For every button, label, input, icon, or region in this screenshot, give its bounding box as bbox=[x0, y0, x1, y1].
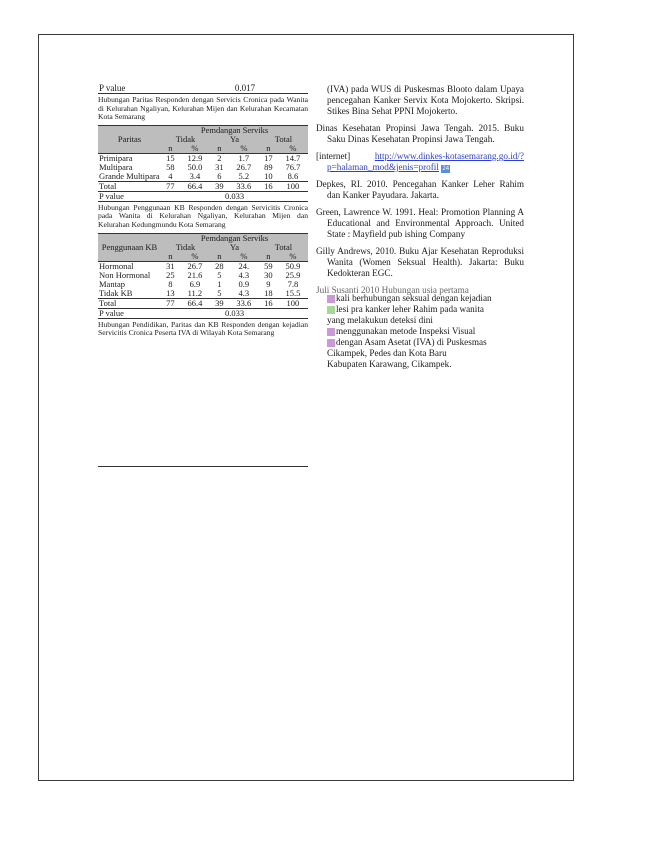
table-cell: 28 bbox=[215, 260, 224, 271]
reference-line: yang melakukun deteksi dini bbox=[327, 315, 433, 325]
col-label: Penggunaan KB bbox=[98, 233, 161, 261]
table-cell: 66.4 bbox=[187, 297, 203, 308]
table-cell: 31 bbox=[166, 260, 175, 271]
table-cell: 59 bbox=[264, 260, 273, 271]
unit-header: n bbox=[259, 252, 278, 262]
reference-prefix: [internet] bbox=[316, 151, 351, 161]
reference-cut-line: Juli Susanti 2010 Hubungan usia pertama bbox=[316, 285, 469, 295]
group-header: Pemdangan Serviks bbox=[161, 125, 308, 135]
table-cell: 89 bbox=[264, 161, 273, 172]
row-label: Grande Multipara bbox=[99, 170, 160, 181]
table2-caption: Hubungan Penggunaan KB Responden dengan Servicitis Cronica pada Wanita di Kelurahan Ngaliyan, Kelurahan Mijen dan Kelurahan Kedungmundu Kota Semarang bbox=[98, 202, 308, 229]
table-cell: 13 bbox=[166, 287, 175, 298]
table-cell: 66.4 bbox=[187, 180, 203, 191]
reference-line: Kabupaten Karawang, Cikampek. bbox=[327, 359, 452, 369]
table-cell: 2 bbox=[217, 152, 222, 163]
pvalue-label: P value bbox=[99, 190, 124, 201]
table-cell: 4 bbox=[168, 170, 173, 181]
table-cell: 11.2 bbox=[187, 287, 203, 298]
footnote-rule bbox=[98, 466, 308, 467]
sub-header: Total bbox=[259, 243, 308, 252]
table-cell: 50.9 bbox=[285, 260, 301, 271]
reference-line: lesi pra kanker leher Rahim pada wanita bbox=[336, 304, 484, 314]
table1-pvalue-row bbox=[98, 84, 308, 94]
table-cell: 39 bbox=[215, 180, 224, 191]
pvalue-value: 0.033 bbox=[224, 307, 245, 318]
reference-item: Gilly Andrews, 2010. Buku Ajar Kesehatan Reproduksi Wanita (Women Seksual Health). Jakarta: Buku Kedokteran EGC. bbox=[316, 246, 524, 278]
table-paritas bbox=[98, 125, 308, 202]
table-cell: 21.6 bbox=[187, 269, 203, 280]
table-cell: 76.7 bbox=[285, 161, 301, 172]
table3-caption: Hubungan Pendidikan, Paritas dan KB Responden dengan kejadian Servicitis Cronica Peserta IVA di Wilayah Kota Semarang bbox=[98, 319, 308, 338]
row-label: Total bbox=[99, 297, 117, 308]
table-cell: 58 bbox=[166, 161, 175, 172]
table-row bbox=[98, 172, 308, 182]
row-label: Hormonal bbox=[99, 260, 134, 271]
table-cell: 7.8 bbox=[287, 278, 299, 289]
reference-continued bbox=[316, 293, 524, 370]
row-label: Total bbox=[99, 180, 117, 191]
sub-header: Tidak bbox=[161, 135, 210, 144]
table-cell: 3.4 bbox=[189, 170, 201, 181]
table-cell: 8 bbox=[168, 278, 173, 289]
unit-header: % bbox=[180, 252, 210, 262]
table-cell: 15.5 bbox=[285, 287, 301, 298]
table-cell: 16 bbox=[264, 297, 273, 308]
table-row bbox=[98, 298, 308, 308]
unit-header: n bbox=[259, 144, 278, 154]
table-cell: 77 bbox=[166, 297, 175, 308]
table-cell: 17 bbox=[264, 152, 273, 163]
highlight-marker[interactable] bbox=[327, 339, 335, 347]
row-label: Multipara bbox=[99, 161, 133, 172]
reference-line: dengan Asam Asetat (IVA) di Puskesmas bbox=[336, 337, 487, 347]
table1-caption: Hubungan Paritas Responden dengan Servicis Cronica pada Wanita di Kelurahan Ngaliyan, Kelurahan Mijen dan Kelurahan Kecamatan Kota Semarang bbox=[98, 95, 308, 122]
unit-header: % bbox=[229, 252, 259, 262]
table-cell: 25 bbox=[166, 269, 175, 280]
reference-line: kali berhubungan seksual dengan kejadian bbox=[336, 293, 492, 303]
table-cell: 100 bbox=[286, 297, 300, 308]
reference-line: Cikampek, Pedes dan Kota Baru bbox=[327, 348, 447, 358]
unit-header: % bbox=[229, 144, 259, 154]
reference-item: Dinas Kesehatan Propinsi Jawa Tengah. 2015. Buku Saku Dinas Kesehatan Propinsi Jawa Tengah. bbox=[316, 123, 524, 144]
table-cell: 5 bbox=[217, 287, 222, 298]
group-header: Pemdangan Serviks bbox=[161, 233, 308, 243]
row-label: Mantap bbox=[99, 278, 125, 289]
table-cell: 14.7 bbox=[285, 152, 301, 163]
sub-header: Tidak bbox=[161, 243, 210, 252]
left-column bbox=[98, 84, 308, 341]
table-cell: 9 bbox=[266, 278, 271, 289]
table-cell: 1.7 bbox=[238, 152, 250, 163]
row-label: Primipara bbox=[99, 152, 133, 163]
table-cell: 18 bbox=[264, 287, 273, 298]
table-cell: 4.3 bbox=[238, 269, 250, 280]
table-cell: 50.0 bbox=[187, 161, 203, 172]
table-cell: 8.6 bbox=[287, 170, 299, 181]
row-label: Tidak KB bbox=[99, 287, 133, 298]
reference-item: Green, Lawrence W. 1991. Heal: Promotion Planning A Educational and Environmental Approach. United State : Mayfield pub ishing Company bbox=[316, 207, 524, 239]
sub-header: Ya bbox=[210, 243, 259, 252]
highlight-marker[interactable] bbox=[327, 306, 335, 314]
unit-header: n bbox=[161, 252, 180, 262]
table-cell: 31 bbox=[215, 161, 224, 172]
unit-header: % bbox=[278, 144, 308, 154]
table-cell: 4.3 bbox=[238, 287, 250, 298]
unit-header: % bbox=[278, 252, 308, 262]
sub-header: Ya bbox=[210, 135, 259, 144]
highlight-marker[interactable] bbox=[327, 328, 335, 336]
table-cell: 39 bbox=[215, 297, 224, 308]
table-cell: 33.6 bbox=[236, 180, 252, 191]
table-cell: 77 bbox=[166, 180, 175, 191]
reference-line: menggunakan metode Inspeksi Visual bbox=[336, 326, 476, 336]
table-cell: 100 bbox=[286, 180, 300, 191]
table-cell: 30 bbox=[264, 269, 273, 280]
table-cell: 33.6 bbox=[236, 297, 252, 308]
annotation-badge[interactable]: 24 bbox=[442, 166, 450, 172]
dinkes-link[interactable]: http://www.dinkes-kotasemarang.go.id/?p=halaman_mod&jenis=profil bbox=[327, 151, 524, 172]
table-row bbox=[98, 271, 308, 280]
table-row bbox=[98, 181, 308, 191]
pvalue-label: P value bbox=[99, 307, 124, 318]
table-cell: 6.9 bbox=[189, 278, 201, 289]
table-cell: 25.9 bbox=[285, 269, 301, 280]
row-label: Non Hormonal bbox=[99, 269, 151, 280]
table-cell: 10 bbox=[264, 170, 273, 181]
pvalue-value: 0.017 bbox=[234, 83, 256, 93]
table-cell: 5 bbox=[217, 269, 222, 280]
table-cell: 26.7 bbox=[236, 161, 252, 172]
highlight-marker[interactable] bbox=[327, 295, 335, 303]
pvalue-value: 0.033 bbox=[224, 190, 245, 201]
references-column bbox=[316, 84, 524, 370]
reference-item-link bbox=[316, 151, 524, 173]
unit-header: n bbox=[210, 144, 229, 154]
table-row bbox=[98, 289, 308, 299]
table-cell: 6 bbox=[217, 170, 222, 181]
table-cell: 12.9 bbox=[187, 152, 203, 163]
table-cell: 15 bbox=[166, 152, 175, 163]
sub-header: Total bbox=[259, 135, 308, 144]
table-penggunaan-kb bbox=[98, 233, 308, 319]
reference-item: (IVA) pada WUS di Puskesmas Blooto dalam Upaya pencegahan Kanker Servix Kota Mojokerto. Skripsi. Stikes Bina Sehat PPNI Mojokerto. bbox=[327, 84, 524, 116]
table-cell: 24. bbox=[238, 260, 250, 271]
table-cell: 1 bbox=[217, 278, 222, 289]
table-cell: 5.2 bbox=[238, 170, 250, 181]
pvalue-label: P value bbox=[99, 83, 126, 93]
unit-header: n bbox=[161, 144, 180, 154]
table-cell: 16 bbox=[264, 180, 273, 191]
unit-header: n bbox=[210, 252, 229, 262]
table-cell: 0.9 bbox=[238, 278, 250, 289]
table-cell: 26.7 bbox=[187, 260, 203, 271]
reference-item: Depkes, RI. 2010. Pencegahan Kanker Leher Rahim dan Kanker Payudara. Jakarta. bbox=[316, 179, 524, 200]
unit-header: % bbox=[180, 144, 210, 154]
col-label: Paritas bbox=[98, 125, 161, 153]
